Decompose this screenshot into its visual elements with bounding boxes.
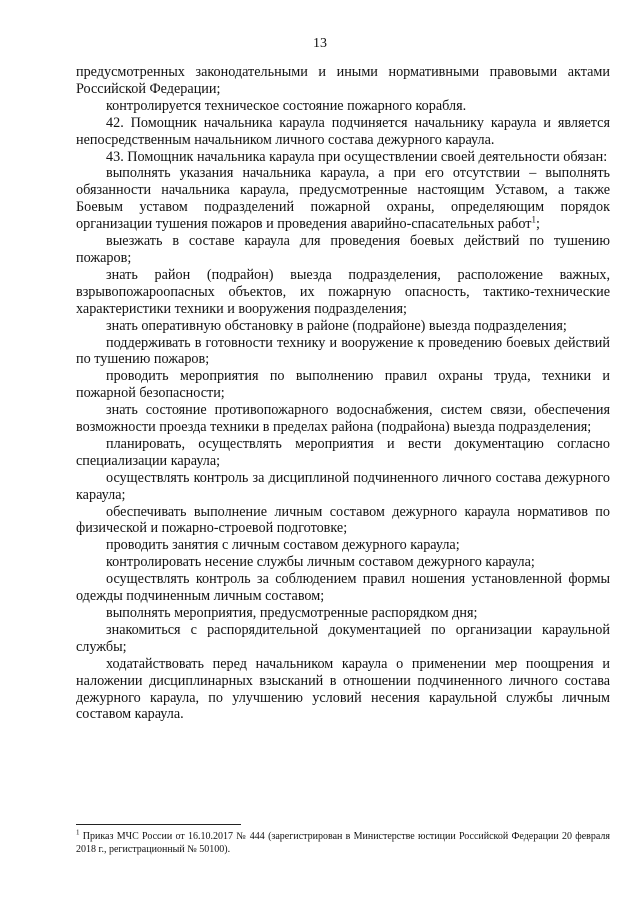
footnote-reference: 1 (531, 214, 536, 225)
paragraph-text: выполнять указания начальника караула, а при его отсутствии – выполнять обязанности начальника караула, предусмотренные настоящим Уставом, а также Боевым уставом подразделений пожарной охраны, определяющим порядок организации тушения пожаров и проведения аварийно-спасательных работ (76, 165, 610, 233)
paragraph: знакомиться с распорядительной документацией по организации караульной службы; (76, 621, 610, 655)
paragraph: осуществлять контроль за дисциплиной подчиненного личного состава дежурного караула; (76, 469, 610, 503)
paragraph-item-42: 42. Помощник начальника караула подчиняется начальнику караула и является непосредственным начальником личного состава дежурного караула. (76, 114, 610, 148)
paragraph: ходатайствовать перед начальником караула о применении мер поощрения и наложении дисциплинарных взысканий в отношении подчиненного личного состава дежурного караула, по улучшению условий несения караульной службы личным составом караула. (76, 655, 610, 723)
paragraph: знать оперативную обстановку в районе (подрайоне) выезда подразделения; (106, 317, 567, 334)
paragraph: проводить занятия с личным составом дежурного караула; (106, 537, 460, 554)
paragraph: контролировать несение службы личным составом дежурного караула; (106, 554, 535, 571)
paragraph: осуществлять контроль за соблюдением правил ношения установленной формы одежды подчиненным личным составом; (76, 571, 610, 605)
paragraph: обеспечивать выполнение личным составом дежурного караула нормативов по физической и пожарно-строевой подготовке; (76, 503, 610, 537)
footnote-separator (76, 824, 241, 825)
paragraph: знать состояние противопожарного водоснабжения, систем связи, обеспечения возможности проезда техники в пределах района (подрайона) выезда подразделения; (76, 402, 610, 436)
paragraph: выезжать в составе караула для проведения боевых действий по тушению пожаров; (76, 233, 610, 266)
paragraph: поддерживать в готовности технику и вооружение к проведению боевых действий по тушению пожаров; (76, 334, 610, 368)
footnote (76, 830, 610, 856)
paragraph-item-43: 43. Помощник начальника караула при осуществлении своей деятельности обязан: (106, 148, 608, 165)
paragraph-with-footnote (76, 165, 610, 233)
footnote-marker: 1 (76, 828, 80, 837)
paragraph-continuation: предусмотренных законодательными и иными нормативными правовыми актами Российской Федерации; (76, 64, 610, 97)
paragraph: планировать, осуществлять мероприятия и вести документацию согласно специализации караула; (76, 435, 610, 469)
paragraph: контролируется техническое состояние пожарного корабля. (106, 97, 467, 114)
paragraph: проводить мероприятия по выполнению правил охраны труда, техники и пожарной безопасности; (76, 368, 610, 402)
footnote-text: Приказ МЧС России от 16.10.2017 № 444 (зарегистрирован в Министерстве юстиции Российской Федерации 20 февраля 2018 г., регистрационный № 50100). (76, 831, 611, 855)
page-number: 13 (313, 36, 327, 51)
paragraph: знать район (подрайон) выезда подразделения, расположение важных, взрывопожароопасных объектов, их пожарную опасность, тактико-технические характеристики техники и вооружения подразделения; (76, 266, 610, 317)
paragraph: выполнять мероприятия, предусмотренные распорядком дня; (106, 605, 478, 621)
document-body (76, 64, 610, 723)
paragraph-punctuation: ; (536, 216, 540, 233)
